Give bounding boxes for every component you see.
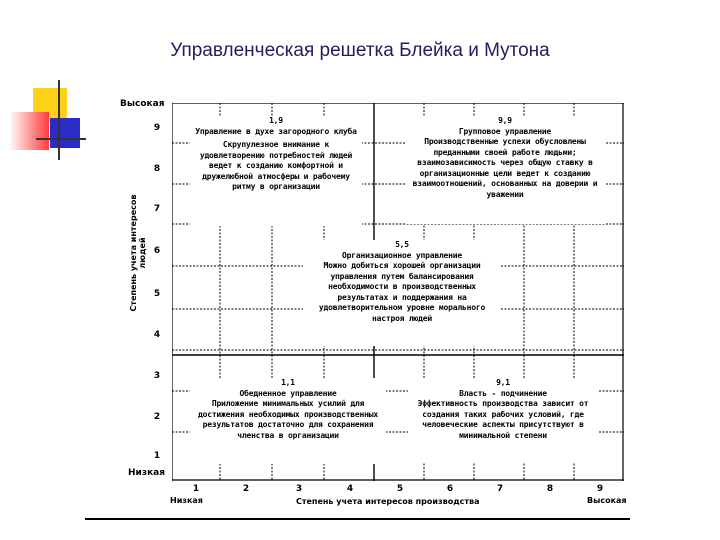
y-tick-7: 7 — [153, 204, 161, 214]
deco-vertical-line — [58, 80, 60, 160]
y-tick-2: 2 — [153, 412, 161, 422]
x-tick-9: 9 — [596, 484, 604, 494]
y-tick-5: 5 — [153, 289, 161, 299]
style-name: Власть - подчинение — [459, 388, 547, 398]
style-description: Эффективность производства зависит от создания таких рабочих условий, где человеческие аспекты присутствуют в минимальной степени — [417, 399, 589, 440]
style-code: 9,1 — [496, 378, 510, 387]
style-description: Скрупулезное внимание к удовлетворению потребностей людей ведет к созданию комфортной и дружелюбной атмосферы и рабочему ритму в организации — [199, 140, 353, 191]
style-box-1-9 — [190, 116, 362, 226]
style-code: 1,9 — [269, 116, 283, 125]
style-box-1-1 — [190, 378, 386, 464]
x-tick-8: 8 — [546, 484, 554, 494]
x-tick-1: 1 — [192, 484, 200, 494]
y-tick-8: 8 — [153, 164, 161, 174]
style-box-5-5 — [303, 240, 501, 346]
x-tick-5: 5 — [396, 484, 404, 494]
slide-title: Управленческая решетка Блейка и Мутона — [170, 40, 550, 61]
style-name: Управление в духе загородного клуба — [195, 126, 357, 136]
y-tick-1: 1 — [153, 451, 161, 461]
x-tick-6: 6 — [446, 484, 454, 494]
y-tick-6: 6 — [153, 246, 161, 256]
bottom-rule — [85, 518, 630, 520]
x-tick-2: 2 — [242, 484, 250, 494]
style-box-9-1 — [408, 378, 598, 462]
deco-blue-square — [50, 118, 80, 148]
style-name: Обедненное управление — [239, 388, 337, 398]
y-tick-3: 3 — [153, 371, 161, 381]
style-description: Можно добиться хорошей организации управления путем балансирования необходимости в производственных результатах и поддержания на удовлетворительном уровне морального настроя людей — [318, 261, 486, 323]
y-tick-9: 9 — [153, 123, 161, 133]
x-axis-title: Степень учета интересов производства — [296, 497, 480, 506]
x-tick-4: 4 — [346, 484, 354, 494]
style-code: 1,1 — [281, 378, 295, 387]
deco-horizontal-line — [36, 138, 86, 140]
y-tick-4: 4 — [153, 330, 161, 340]
y-axis-low-label: Низкая — [128, 468, 166, 478]
style-name: Организационное управление — [341, 250, 463, 260]
style-box-9-9 — [405, 116, 605, 224]
y-axis-title: Степень учета интересов людей — [129, 194, 147, 312]
style-description: Приложение минимальных усилий для достижения необходимых производственных результатов достаточно для сохранения членства в организации — [197, 399, 379, 440]
x-tick-3: 3 — [295, 484, 303, 494]
style-code: 5,5 — [395, 240, 409, 249]
x-axis-high-label: Высокая — [587, 496, 627, 505]
style-code: 9,9 — [498, 116, 512, 125]
x-axis-low-label: Низкая — [170, 496, 203, 505]
style-description: Производственные успехи обусловлены преданными своей работе людьми; взаимозависимость через общую ставку в организационные цели ведет к созданию взаимоотношений, основанных на доверии и уважении — [412, 137, 598, 199]
deco-red-square — [9, 112, 49, 150]
x-tick-7: 7 — [496, 484, 504, 494]
style-name: Групповое управление — [458, 126, 552, 136]
y-axis-high-label: Высокая — [120, 99, 165, 109]
